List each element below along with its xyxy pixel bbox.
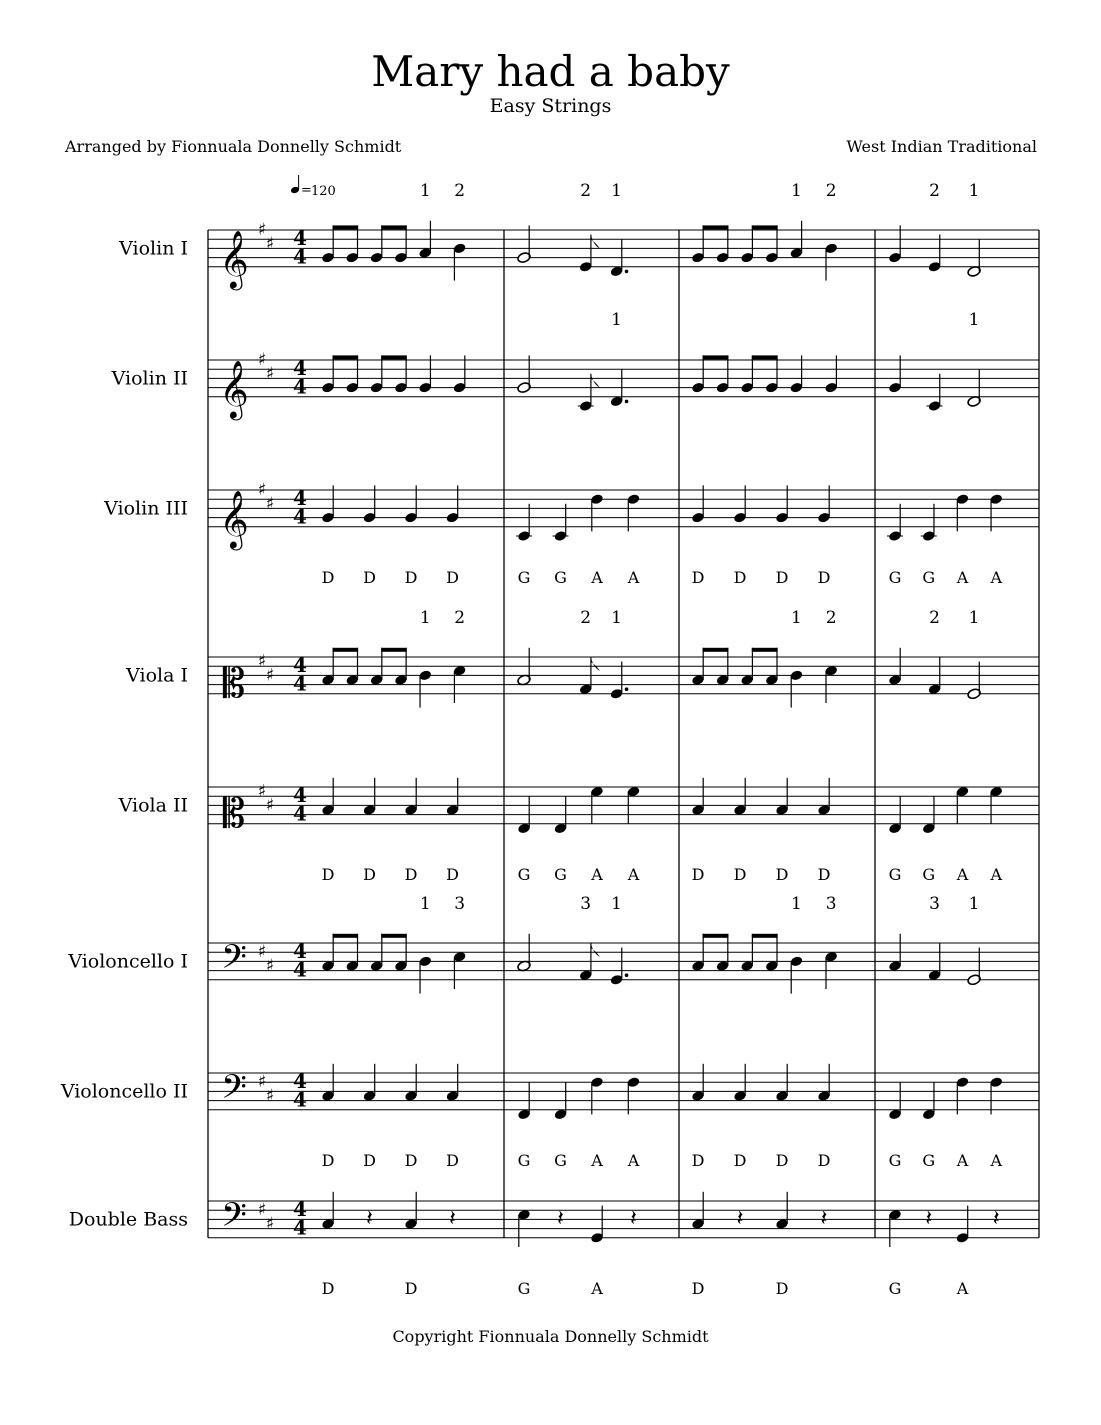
- time-signature-top: 4: [293, 939, 307, 964]
- time-signature-bottom: 4: [293, 504, 307, 529]
- bass-clef-icon: 𝄢: [221, 1196, 247, 1243]
- tempo-bpm: 120: [311, 184, 336, 199]
- chord-letter: D: [817, 567, 831, 587]
- sharp-icon: ♯: [257, 942, 267, 963]
- chord-letter: G: [554, 864, 567, 884]
- staff-viola-i: [125, 608, 1039, 708]
- time-signature-top: 4: [293, 356, 307, 381]
- chord-letter: G: [888, 864, 902, 884]
- chord-letter: D: [775, 567, 789, 587]
- chord-letter: A: [627, 567, 640, 587]
- quarter-rest-icon: 𝄽: [366, 1206, 373, 1232]
- fingering-number: 1: [790, 894, 802, 914]
- instrument-label: Violin III: [104, 497, 188, 520]
- tempo-marking: [290, 175, 336, 199]
- dot: [625, 973, 629, 977]
- sharp-icon: ♯: [257, 1200, 267, 1221]
- score-subtitle: Easy Strings: [489, 95, 612, 117]
- beam: [752, 648, 778, 652]
- chord-letter: G: [922, 567, 936, 587]
- chord-letter: A: [956, 1150, 969, 1170]
- quarter-rest-icon: 𝄽: [992, 1206, 1000, 1232]
- beam: [333, 648, 359, 652]
- chord-letter: D: [691, 1150, 705, 1170]
- chord-letter: G: [554, 567, 567, 587]
- instrument-label: Violin II: [111, 367, 188, 390]
- chord-letter: D: [363, 864, 376, 884]
- fingering-number: 1: [790, 181, 802, 201]
- chord-letter: D: [363, 567, 376, 587]
- chord-letter: G: [517, 1278, 531, 1298]
- beam: [381, 355, 407, 359]
- chord-letter: D: [363, 1150, 376, 1170]
- time-signature-top: 4: [293, 486, 307, 511]
- chord-letter: G: [517, 864, 531, 884]
- quarter-rest-icon: 𝄽: [736, 1206, 744, 1232]
- instrument-label: Double Bass: [68, 1208, 188, 1231]
- beam: [703, 355, 729, 359]
- beam: [703, 225, 729, 229]
- staff-violin-i: [118, 181, 1039, 330]
- beam: [333, 934, 359, 938]
- sharp-icon: ♯: [257, 220, 267, 240]
- chord-letter: D: [321, 567, 335, 587]
- time-signature-top: 4: [293, 1197, 307, 1222]
- fingering-number: 1: [419, 181, 431, 201]
- copyright-notice: Copyright Fionnuala Donnelly Schmidt: [392, 1327, 709, 1346]
- chord-letter: A: [591, 1278, 603, 1298]
- quarter-rest-icon: 𝄽: [449, 1206, 456, 1232]
- instrument-label: Violin I: [119, 237, 188, 260]
- fingering-number: 1: [419, 894, 431, 914]
- bass-clef-icon: 𝄢: [221, 938, 247, 985]
- treble-clef-icon: 𝄞: [219, 359, 249, 418]
- fingering-number: 3: [929, 894, 940, 914]
- chord-letter: A: [956, 864, 969, 884]
- sharp-icon: ♯: [265, 233, 275, 254]
- composer-credit: West Indian Traditional: [846, 137, 1037, 156]
- instrument-label: Viola II: [118, 794, 188, 817]
- sharp-icon: ♯: [257, 350, 267, 370]
- fingering-number: 2: [929, 181, 940, 201]
- chord-letter: D: [446, 1150, 459, 1170]
- quarter-rest-icon: 𝄽: [925, 1206, 933, 1232]
- alto-clef-icon: 𝄡: [222, 790, 246, 837]
- fingering-number: 3: [825, 894, 837, 914]
- fingering-number: 2: [580, 608, 592, 628]
- time-signature-top: 4: [293, 653, 307, 678]
- chord-letter: D: [691, 864, 705, 884]
- chord-letter: G: [888, 567, 902, 587]
- beam: [381, 934, 407, 938]
- staff-violin-iii: [103, 480, 1039, 587]
- fingering-number: 2: [454, 608, 466, 628]
- fingering-number: 2: [454, 181, 466, 201]
- chord-letter: A: [627, 864, 640, 884]
- sharp-icon: ♯: [257, 480, 267, 500]
- staff-violoncello-ii: [60, 1064, 1039, 1170]
- chord-letter: G: [554, 1150, 567, 1170]
- time-signature-bottom: 4: [293, 671, 307, 696]
- chord-letter: D: [775, 864, 789, 884]
- time-signature-bottom: 4: [293, 957, 307, 982]
- chord-letter: G: [888, 1150, 902, 1170]
- chord-letter: D: [321, 1278, 335, 1298]
- chord-letter: D: [817, 864, 831, 884]
- treble-clef-icon: 𝄞: [219, 229, 249, 288]
- time-signature-bottom: 4: [293, 1215, 307, 1240]
- fingering-number: 3: [580, 894, 592, 914]
- chord-letter: D: [404, 864, 418, 884]
- chord-letter: G: [922, 864, 936, 884]
- fingering-number: 1: [611, 181, 622, 201]
- dot: [625, 687, 629, 691]
- chord-letter: D: [404, 567, 418, 587]
- note-flag: [591, 657, 600, 671]
- fingering-number: 1: [968, 608, 980, 628]
- sharp-icon: ♯: [265, 1214, 275, 1234]
- time-signature-top: 4: [293, 1069, 307, 1094]
- note-flag: [591, 374, 600, 388]
- chord-letter: D: [321, 1150, 335, 1170]
- beam: [381, 225, 407, 229]
- fingering-number: 1: [968, 894, 980, 914]
- treble-clef-icon: 𝄞: [219, 489, 249, 548]
- beam: [703, 648, 729, 652]
- beam: [752, 355, 778, 359]
- sharp-icon: ♯: [265, 363, 275, 384]
- chord-letter: D: [404, 1150, 418, 1170]
- staff-double-bass: [69, 1192, 1039, 1298]
- beam: [381, 648, 407, 652]
- chord-letter: D: [691, 1278, 705, 1298]
- chord-letter: D: [446, 567, 459, 587]
- staff-viola-ii: [118, 778, 1039, 884]
- sharp-icon: ♯: [265, 1086, 275, 1106]
- chord-letter: D: [775, 1278, 789, 1298]
- fingering-number: 1: [790, 608, 802, 628]
- score-title: Mary had a baby: [371, 47, 730, 96]
- chord-letter: D: [733, 864, 747, 884]
- sharp-icon: ♯: [257, 1072, 267, 1093]
- fingering-number: 1: [611, 608, 622, 628]
- fingering-number: 2: [929, 608, 940, 628]
- fingering-number: 3: [454, 894, 466, 914]
- chord-letter: G: [888, 1278, 902, 1298]
- fingering-number: 1: [611, 894, 622, 914]
- sharp-icon: ♯: [265, 493, 275, 514]
- note-flag: [591, 943, 600, 957]
- chord-letter: G: [922, 1150, 936, 1170]
- beam: [333, 355, 359, 359]
- chord-letter: D: [817, 1150, 831, 1170]
- chord-letter: D: [321, 864, 335, 884]
- chord-letter: A: [591, 1150, 603, 1170]
- time-signature-bottom: 4: [293, 374, 307, 399]
- chord-letter: A: [990, 567, 1003, 587]
- fingering-number: 1: [419, 608, 431, 628]
- time-signature-bottom: 4: [293, 801, 307, 826]
- beam: [333, 225, 359, 229]
- arranger-credit: Arranged by Fionnuala Donnelly Schmidt: [65, 137, 402, 156]
- dot: [625, 400, 629, 404]
- chord-letter: D: [446, 864, 459, 884]
- fingering-number: 1: [968, 309, 980, 330]
- bass-clef-icon: 𝄢: [221, 1068, 247, 1115]
- beam: [703, 934, 729, 938]
- chord-letter: G: [517, 1150, 531, 1170]
- sharp-icon: ♯: [265, 665, 275, 686]
- note-flag: [591, 235, 600, 249]
- chord-letter: A: [956, 567, 969, 587]
- alto-clef-icon: 𝄡: [222, 660, 246, 707]
- staff-violoncello-i: [67, 894, 1039, 994]
- chord-letter: A: [990, 864, 1003, 884]
- fingering-number: 1: [611, 309, 622, 330]
- chord-letter: D: [775, 1150, 789, 1170]
- tempo-equals: =: [301, 183, 312, 198]
- quarter-rest-icon: 𝄽: [557, 1206, 564, 1232]
- time-signature-top: 4: [293, 783, 307, 808]
- fingering-number: 2: [825, 608, 837, 628]
- quarter-rest-icon: 𝄽: [820, 1206, 828, 1232]
- fingering-number: 1: [968, 181, 980, 201]
- sharp-icon: ♯: [257, 781, 267, 802]
- chord-letter: D: [733, 567, 747, 587]
- quarter-rest-icon: 𝄽: [630, 1206, 637, 1232]
- chord-letter: D: [691, 567, 705, 587]
- instrument-label: Violoncello I: [68, 950, 188, 973]
- sharp-icon: ♯: [257, 651, 267, 672]
- chord-letter: G: [517, 567, 531, 587]
- chord-letter: D: [733, 1150, 747, 1170]
- dot: [625, 270, 629, 274]
- time-signature-bottom: 4: [293, 244, 307, 269]
- fingering-number: 2: [580, 181, 592, 201]
- time-signature-top: 4: [293, 226, 307, 251]
- chord-letter: A: [591, 864, 603, 884]
- sharp-icon: ♯: [265, 956, 275, 976]
- staff-violin-ii: [111, 350, 1039, 421]
- fingering-number: 2: [825, 181, 837, 201]
- beam: [752, 225, 778, 229]
- instrument-label: Violoncello II: [60, 1080, 188, 1103]
- instrument-label: Viola I: [126, 664, 188, 687]
- beam: [752, 934, 778, 938]
- chord-letter: A: [990, 1150, 1003, 1170]
- sharp-icon: ♯: [265, 795, 275, 816]
- chord-letter: D: [404, 1278, 418, 1298]
- chord-letter: A: [956, 1278, 969, 1298]
- time-signature-bottom: 4: [293, 1087, 307, 1112]
- chord-letter: A: [627, 1150, 640, 1170]
- chord-letter: A: [591, 567, 603, 587]
